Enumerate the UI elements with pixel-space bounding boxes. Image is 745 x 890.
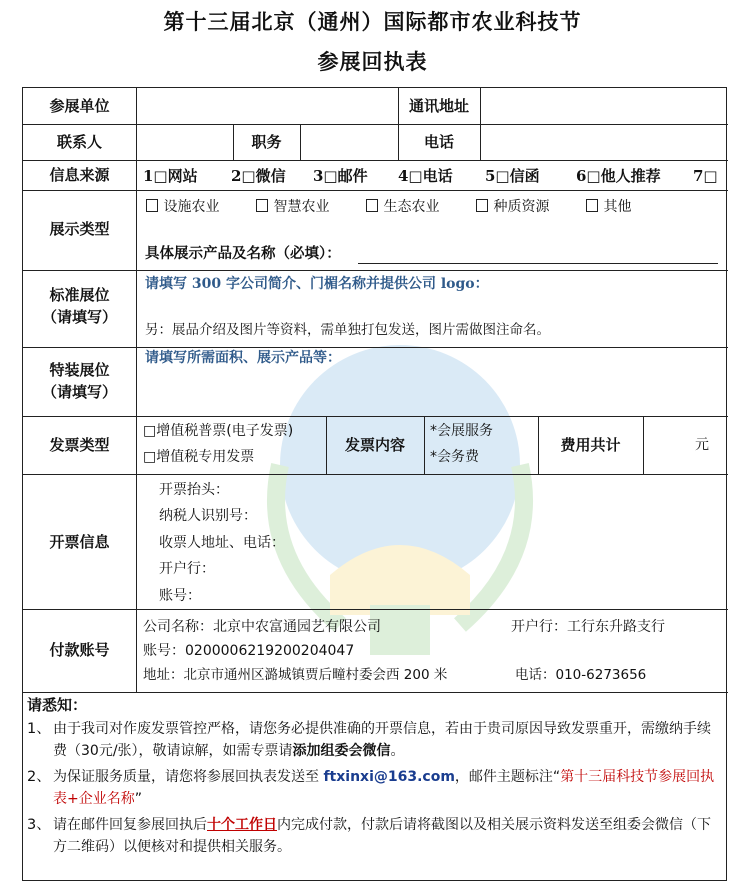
standard-booth-instruction: 请填写 300 字公司简介、门楣名称并提供公司 logo：: [145, 276, 489, 292]
label-standard-booth-fill: （请填写）: [41, 308, 117, 326]
payment-account-number: 账号：0200006219200204047: [143, 643, 355, 659]
label-info-source: 信息来源: [49, 166, 110, 184]
note-3: 请在邮件回复参展回执后十个工作日内完成付款，付款后请将截图以及相关展示资料发送至组委会微信（下方二维码）以便核对和提供相关服务。: [53, 817, 711, 855]
display-type-germplasm[interactable]: 种质资源: [475, 199, 549, 216]
display-type-other[interactable]: 其他: [585, 199, 631, 216]
label-position: 职务: [251, 133, 282, 151]
taxpayer-id-field[interactable]: 纳税人识别号：: [159, 508, 257, 524]
payment-address: 地址：北京市通州区潞城镇贾后疃村委会西 200 米: [143, 667, 448, 683]
address-field[interactable]: [481, 89, 727, 123]
invoice-type-special[interactable]: □增值税专用发票: [143, 449, 255, 465]
phone-field[interactable]: [481, 125, 727, 159]
checkbox-icon: [256, 199, 268, 212]
display-type-facility-agriculture[interactable]: 设施农业: [145, 199, 219, 216]
note-2-number: 2、: [27, 769, 51, 785]
info-source-letter[interactable]: 5□信函: [485, 167, 540, 185]
invoice-title-field[interactable]: 开票抬头：: [159, 482, 229, 498]
label-contact: 联系人: [56, 133, 102, 151]
note-3-number: 3、: [27, 817, 51, 833]
contact-field[interactable]: [137, 125, 232, 159]
payment-company: 公司名称：北京中农富通园艺有限公司: [143, 619, 381, 635]
note-2: 为保证服务质量，请您将参展回执表发送至 ftxinxi@163.com，邮件主题标注“第十三届科技节参展回执表+企业名称”: [53, 769, 715, 807]
checkbox-icon: [366, 199, 378, 212]
recipient-address-field[interactable]: 收票人地址、电话：: [159, 535, 285, 551]
info-source-wechat[interactable]: 2□微信: [231, 167, 286, 185]
invoice-content-conference[interactable]: *会务费: [430, 449, 479, 465]
total-fee-unit: 元: [695, 437, 709, 453]
info-source-website[interactable]: 1□网站: [143, 167, 198, 185]
label-payment-account: 付款账号: [49, 641, 110, 659]
display-products-input[interactable]: [358, 263, 718, 264]
special-booth-instruction: 请填写所需面积、展示产品等：: [145, 350, 341, 366]
label-total-fee: 费用共计: [560, 436, 621, 454]
exhibitor-unit-field[interactable]: [137, 89, 397, 123]
info-source-other[interactable]: 7□: [693, 167, 718, 185]
invoice-content-exhibition[interactable]: *会展服务: [430, 423, 493, 439]
label-phone: 电话: [423, 133, 454, 151]
page-subtitle: 参展回执表: [317, 49, 428, 74]
display-type-smart-agriculture[interactable]: 智慧农业: [255, 199, 329, 216]
note-1: 由于我司对作废发票管控严格，请您务必提供准确的开票信息，若由于贵司原因导致发票重开，需缴纳手续费（30元/张），敬请谅解，如需专票请添加组委会微信。: [53, 721, 711, 759]
label-standard-booth: 标准展位: [49, 286, 110, 304]
notes-title: 请悉知：: [27, 696, 88, 714]
label-special-booth-fill: （请填写）: [41, 383, 117, 401]
checkbox-icon: [586, 199, 598, 212]
account-field[interactable]: 账号：: [159, 588, 201, 604]
email-link[interactable]: ftxinxi@163.com: [323, 769, 455, 785]
payment-tel: 电话：010-6273656: [515, 667, 647, 683]
note-1-number: 1、: [27, 721, 51, 737]
checkbox-icon: [476, 199, 488, 212]
label-address: 通讯地址: [408, 97, 469, 115]
info-source-phone[interactable]: 4□电话: [398, 167, 453, 185]
checkbox-icon: [146, 199, 158, 212]
bank-field[interactable]: 开户行：: [159, 561, 215, 577]
display-type-eco-agriculture[interactable]: 生态农业: [365, 199, 439, 216]
page-title: 第十三届北京（通州）国际都市农业科技节: [163, 9, 582, 34]
label-exhibitor-unit: 参展单位: [49, 97, 110, 115]
info-source-referral[interactable]: 6□他人推荐: [576, 167, 661, 185]
standard-booth-note: 另：展品介绍及图片等资料，需单独打包发送，图片需做图注命名。: [145, 322, 550, 338]
label-display-type: 展示类型: [49, 220, 110, 238]
registration-form: [22, 87, 727, 881]
label-special-booth: 特装展位: [49, 361, 110, 379]
label-invoice-info: 开票信息: [49, 533, 110, 551]
invoice-type-normal[interactable]: □增值税普票(电子发票): [143, 423, 294, 439]
payment-bank: 开户行：工行东升路支行: [511, 619, 665, 635]
label-invoice-type: 发票类型: [49, 436, 110, 454]
display-products-label: 具体展示产品及名称（必填）：: [145, 245, 341, 262]
label-invoice-content: 发票内容: [344, 436, 405, 454]
position-field[interactable]: [301, 125, 397, 159]
info-source-email[interactable]: 3□邮件: [313, 167, 368, 185]
